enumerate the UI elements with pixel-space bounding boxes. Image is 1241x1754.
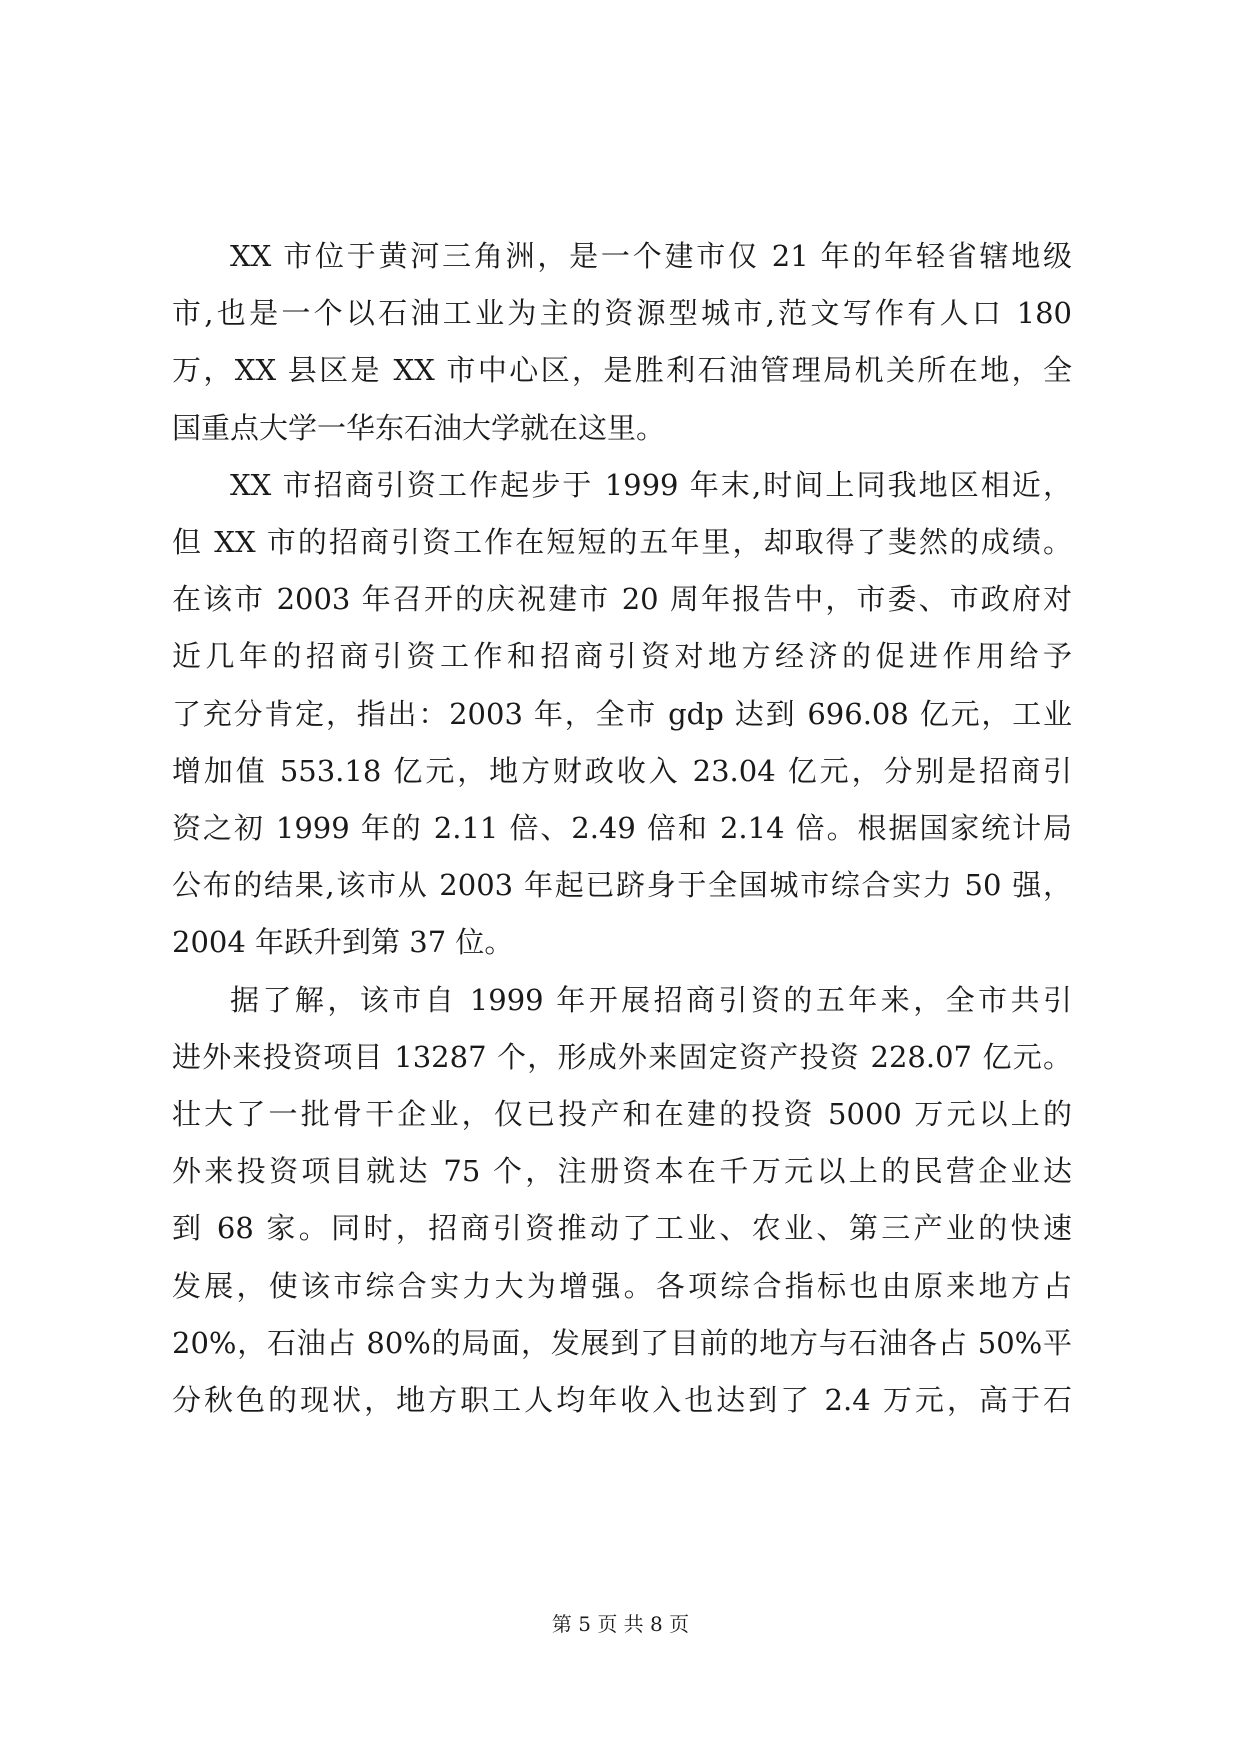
text-line: 了充分肯定，指出：2003 年，全市 gdp 达到 696.08 亿元，工业 bbox=[172, 696, 1072, 731]
text-line: 发展，使该市综合实力大为增强。各项综合指标也由原来地方占 bbox=[172, 1268, 1072, 1303]
text-line: 资之初 1999 年的 2.11 倍、2.49 倍和 2.14 倍。根据国家统计局 bbox=[172, 811, 1072, 846]
text-line: XX 市位于黄河三角洲，是一个建市仅 21 年的年轻省辖地级 bbox=[230, 239, 1072, 273]
text-line: 但 XX 市的招商引资工作在短短的五年里，却取得了斐然的成绩。 bbox=[172, 525, 1072, 560]
text-line: 分秋色的现状，地方职工人均年收入也达到了 2.4 万元，高于石 bbox=[172, 1383, 1072, 1418]
text-line: 市,也是一个以石油工业为主的资源型城市,范文写作有人口 180 bbox=[172, 296, 1072, 331]
text-line: 壮大了一批骨干企业，仅已投产和在建的投资 5000 万元以上的 bbox=[172, 1097, 1072, 1132]
text-line: 在该市 2003 年召开的庆祝建市 20 周年报告中，市委、市政府对 bbox=[172, 582, 1072, 617]
text-line: 近几年的招商引资工作和招商引资对地方经济的促进作用给予 bbox=[172, 639, 1072, 674]
text-line: 国重点大学一华东石油大学就在这里。 bbox=[172, 410, 666, 445]
document-body bbox=[172, 228, 1072, 1429]
text-line: 进外来投资项目 13287 个，形成外来固定资产投资 228.07 亿元。 bbox=[172, 1039, 1072, 1074]
text-line: XX 市招商引资工作起步于 1999 年末,时间上同我地区相近， bbox=[230, 467, 1072, 502]
text-line: 据了解，该市自 1999 年开展招商引资的五年来，全市共引 bbox=[230, 982, 1072, 1017]
text-line: 公布的结果,该市从 2003 年起已跻身于全国城市综合实力 50 强， bbox=[172, 868, 1072, 903]
text-line: 20%，石油占 80%的局面，发展到了目前的地方与石油各占 50%平 bbox=[172, 1325, 1072, 1360]
page-footer bbox=[0, 1608, 1241, 1637]
text-line: 到 68 家。同时，招商引资推动了工业、农业、第三产业的快速 bbox=[172, 1211, 1072, 1246]
text-line: 2004 年跃升到第 37 位。 bbox=[172, 925, 514, 960]
page-number-label: 第 5 页 共 8 页 bbox=[551, 1612, 690, 1636]
text-line: 外来投资项目就达 75 个，注册资本在千万元以上的民营企业达 bbox=[172, 1154, 1072, 1189]
text-line: 增加值 553.18 亿元，地方财政收入 23.04 亿元，分别是招商引 bbox=[172, 753, 1072, 788]
text-line: 万，XX 县区是 XX 市中心区，是胜利石油管理局机关所在地，全 bbox=[172, 353, 1072, 388]
